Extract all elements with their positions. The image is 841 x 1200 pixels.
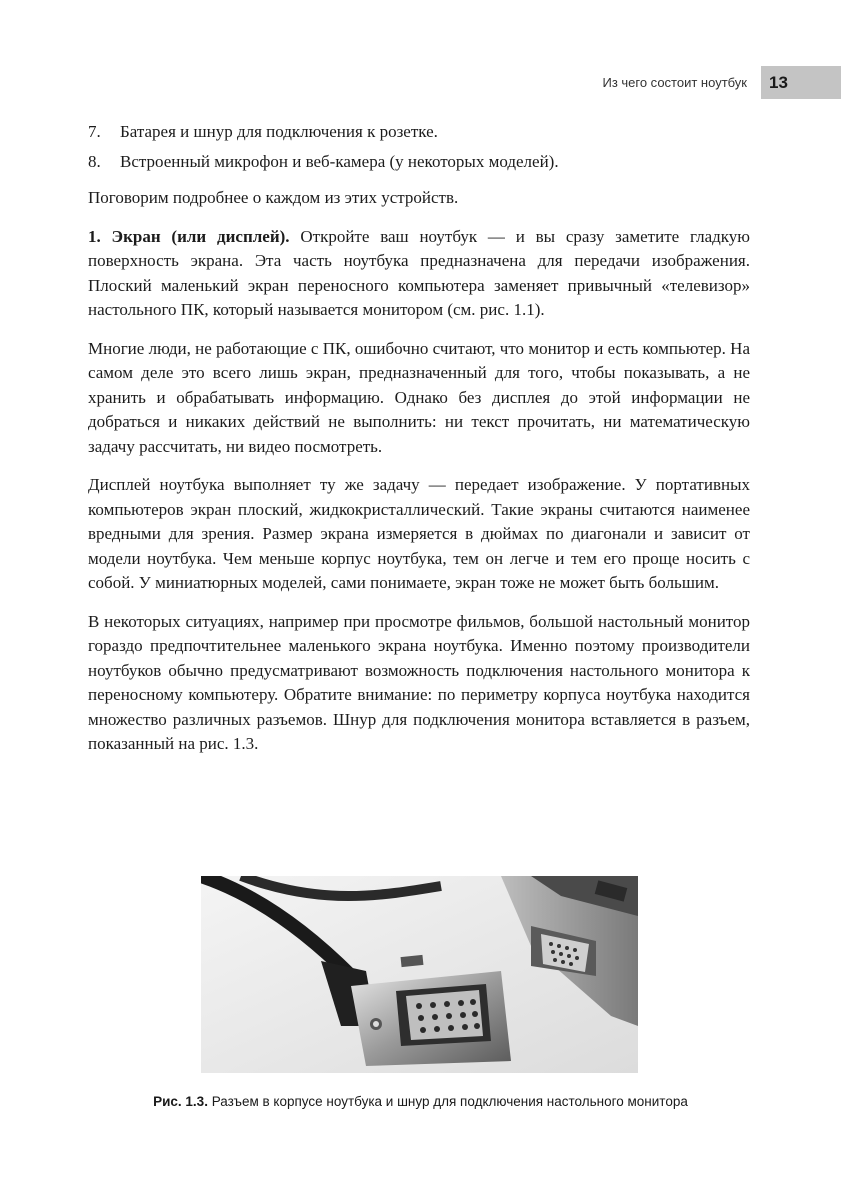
figure-caption (0, 1094, 841, 1109)
section-heading: 1. Экран (или дисплей). (88, 226, 290, 246)
page-number: 13 (761, 66, 841, 99)
paragraph: Дисплей ноутбука выполняет ту же задачу — передает изображение. У портативных компьютеров экран плоский, жидкокристаллический. Такие экраны считаются наименее вредными для зрения. Размер экрана измеряется в дюймах по диагонали и зависит от модели ноутбука. Чем меньше корпус ноутбука, тем он легче и тем его проще носить с собой. У миниатюрных моделей, сами понимаете, экран тоже не может быть большим. (88, 475, 750, 592)
figure-photo (201, 876, 638, 1073)
list-text: Встроенный микрофон и веб-камера (у некоторых моделей). (120, 151, 559, 171)
paragraph: Многие люди, не работающие с ПК, ошибочно считают, что монитор и есть компьютер. На самом деле это всего лишь экран, предназначенный для того, чтобы показывать, а не хранить и обрабатывать информацию. Однако без дисплея до этой информации не добраться и никаких действий не выполнить: ни текст прочитать, ни математическую задачу рассчитать, ни видео посмотреть. (88, 338, 750, 456)
intro-paragraph: Поговорим подробнее о каждом из этих устройств. (88, 188, 459, 207)
body-text (88, 120, 750, 771)
chapter-title: Из чего состоит ноутбук (602, 75, 747, 90)
caption-text: Разъем в корпусе ноутбука и шнур для подключения настольного монитора (207, 1094, 688, 1109)
numbered-list (88, 120, 750, 174)
section-paragraph (88, 225, 750, 323)
list-number: 7. (88, 122, 101, 141)
list-number: 8. (88, 151, 101, 171)
section-text: Откройте ваш ноутбук — и вы сразу заметите гладкую поверхность экрана. Эта часть ноутбука предназначена для передачи изображения. Плоский маленький экран переносного компьютера заменяет привычный «телевизор» настольного ПК, который называется монитором (см. рис. 1.1). (88, 226, 751, 319)
list-item (88, 150, 750, 175)
vga-connector-photo (201, 876, 638, 1073)
caption-label: Рис. 1.3. (153, 1094, 208, 1109)
list-text: Батарея и шнур для подключения к розетке. (120, 122, 438, 141)
running-header (602, 66, 841, 99)
list-item (88, 120, 750, 145)
paragraph: В некоторых ситуациях, например при просмотре фильмов, большой настольный монитор гораздо предпочтительнее маленького экрана ноутбука. Именно поэтому производители ноутбуков обычно предусматривают возможность подключения настольного монитора к переносному компьютеру. Обратите внимание: по периметру корпуса ноутбука находится множество различных разъемов. Шнур для подключения монитора вставляется в разъем, показанный на рис. 1.3. (88, 611, 750, 753)
